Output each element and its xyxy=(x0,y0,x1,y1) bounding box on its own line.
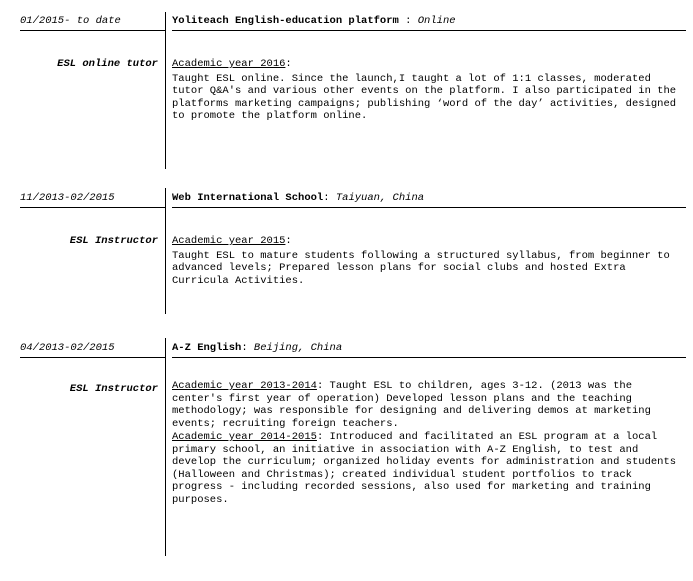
timeline-divider xyxy=(165,12,166,169)
description-text: Taught ESL online. Since the launch,I taught a lot of 1:1 classes, moderated tutor Q&A's and various other events on the platform. I also participated in the platforms marketing campaigns; publishing ‘word of the day’ activities, designed to promote the platform online. xyxy=(172,72,677,122)
job-date: 01/2015- to date xyxy=(20,15,166,31)
heading-separator: : xyxy=(323,192,336,204)
job-description xyxy=(172,235,686,287)
job-description xyxy=(172,380,686,506)
job-date: 11/2013-02/2015 xyxy=(20,192,166,208)
academic-year: Academic year 2014-2015 xyxy=(172,431,317,443)
description-entry: Academic year 2014-2015: Introduced and facilitated an ESL program at a local primary school, an initiative in association with A-Z English, to test and develop the curriculum; organized holiday events for administration and students (Halloween and Christmas); created individual student portfolios to track progress - including recorded sessions, also used for marketing and training purposes. xyxy=(172,431,677,506)
job-heading xyxy=(172,342,686,358)
description-text: Taught ESL to mature students following a structured syllabus, from beginner to advanced levels; Prepared lesson plans for social clubs and hosted Extra Curricula Activities. xyxy=(172,249,670,287)
organization-name: Web International School xyxy=(172,192,324,204)
heading-separator: : xyxy=(398,15,418,27)
organization-name: A-Z English xyxy=(172,342,242,354)
organization-name: Yoliteach English-education platform xyxy=(172,15,399,27)
description-entry: Academic year 2016: xyxy=(172,58,292,70)
timeline-divider xyxy=(165,338,166,556)
job-heading xyxy=(172,15,686,31)
description-entry: Academic year 2013-2014: Taught ESL to children, ages 3-12. (2013 was the center's first year of operation) Developed lesson plans and the teaching methodology; was responsible for designing and delivering demos at marketing events; recruiting foreign teachers. xyxy=(172,380,651,430)
description-entry: Academic year 2015: xyxy=(172,235,292,247)
job-heading xyxy=(172,192,686,208)
description-text: Introduced and facilitated an ESL program at a local primary school, an initiative in association with A-Z English, to test and develop the curriculum; organized holiday events for administration and students (Halloween and Christmas); created individual student portfolios to track progress - including recorded sessions, also used for marketing and training purposes. xyxy=(172,431,677,506)
academic-year: Academic year 2013-2014 xyxy=(172,380,317,392)
job-date: 04/2013-02/2015 xyxy=(20,342,166,358)
description-text: Taught ESL to children, ages 3-12. (2013 was the center's first year of operation) Developed lesson plans and the teaching methodology; was responsible for designing and delivering demos at marketing events; recruiting foreign teachers. xyxy=(172,380,651,430)
job-location: Online xyxy=(417,15,456,27)
job-location: Beijing, China xyxy=(253,342,343,354)
job-description xyxy=(172,58,686,123)
job-role: ESL online tutor xyxy=(57,58,158,70)
job-role: ESL Instructor xyxy=(69,235,158,247)
academic-year: Academic year 2015 xyxy=(172,235,286,247)
job-location: Taiyuan, China xyxy=(335,192,425,204)
job-role: ESL Instructor xyxy=(69,383,158,395)
heading-separator: : xyxy=(241,342,254,354)
academic-year: Academic year 2016 xyxy=(172,58,286,70)
